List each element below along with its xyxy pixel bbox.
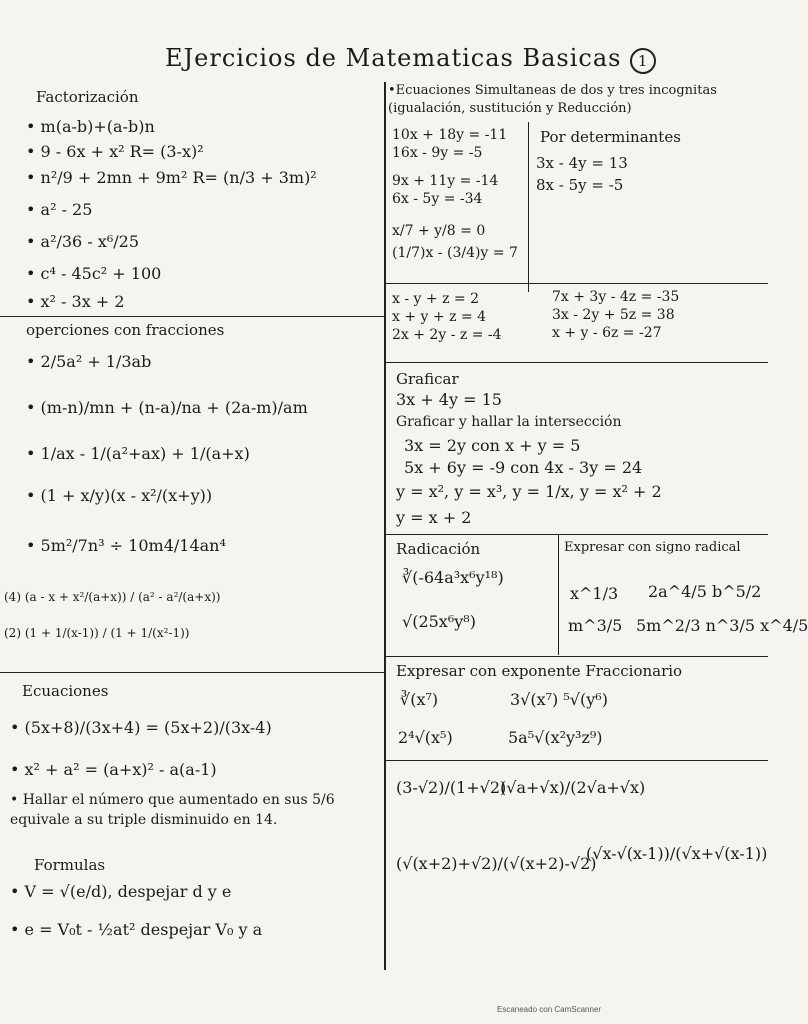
divider-fracciones [0, 316, 384, 317]
determinantes-system: 3x - 4y = 13 8x - 5y = -5 [536, 154, 628, 194]
divider-tres-incognitas [386, 283, 768, 284]
graficar-item: Graficar y hallar la intersección [396, 414, 622, 430]
sistema-ecuaciones: 10x + 18y = -11 16x - 9y = -5 [392, 127, 508, 161]
formulas-item: • e = V₀t - ½at² despejar V₀ y a [10, 920, 263, 939]
expresar-signo-heading: Expresar con signo radical [564, 540, 741, 555]
graficar-item: 3x = 2y con x + y = 5 [404, 436, 581, 455]
fracciones-item: • (1 + x/y)(x - x²/(x+y)) [26, 486, 213, 505]
fracciones-item: • 2/5a² + 1/3ab [26, 352, 152, 371]
radicacion-divider [558, 535, 559, 655]
graficar-item: 5x + 6y = -9 con 4x - 3y = 24 [404, 458, 643, 477]
graficar-item: 3x + 4y = 15 [396, 390, 502, 409]
fracciones-item: (4) (a - x + x²/(a+x)) / (a² - a²/(a+x)) [4, 590, 221, 604]
exponente-item: 2⁴√(x⁵) [398, 728, 453, 747]
sistema-ecuaciones: 9x + 11y = -14 6x - 5y = -34 [392, 173, 499, 207]
factorizacion-item: • a² - 25 [26, 200, 93, 219]
factorizacion-item: • n²/9 + 2mn + 9m² R= (n/3 + 3m)² [26, 168, 317, 187]
factorizacion-item: • a²/36 - x⁶/25 [26, 232, 139, 251]
sistema-tres-incognitas: 7x + 3y - 4z = -35 3x - 2y + 5z = 38 x + y - 6z = -27 [552, 289, 680, 341]
center-divider [384, 82, 386, 970]
ecuaciones-item: • x² + a² = (a+x)² - a(a-1) [10, 760, 217, 779]
factorizacion-item: • x² - 3x + 2 [26, 292, 125, 311]
fracciones-item: • 5m²/7n³ ÷ 10m4/14an⁴ [26, 536, 226, 555]
fracciones-heading: operciones con fracciones [26, 321, 225, 339]
exponente-item: 3√(x⁷) ⁵√(y⁶) [510, 690, 608, 709]
fracciones-item: • (m-n)/mn + (n-a)/na + (2a-m)/am [26, 398, 308, 417]
expresar-signo-item: m^3/5 [568, 616, 623, 635]
exponente-item: ∛(x⁷) [400, 690, 439, 709]
racionalizar-item: (3-√2)/(1+√2) [396, 778, 507, 797]
title-text: EJercicios de Matematicas Basicas [165, 44, 622, 72]
radicacion-item: √(25x⁶y⁸) [402, 612, 476, 631]
racionalizar-item: (√(x+2)+√2)/(√(x+2)-√2) [396, 854, 597, 873]
divider-ecuaciones [0, 672, 384, 673]
radicacion-heading: Radicación [396, 540, 481, 558]
sistema-ecuaciones: x/7 + y/8 = 0 (1/7)x - (3/4)y = 7 [392, 223, 518, 261]
radicacion-item: ∛(-64a³x⁶y¹⁸) [402, 568, 504, 587]
formulas-heading: Formulas [34, 856, 106, 874]
exponente-item: 5a⁵√(x²y³z⁹) [508, 728, 603, 747]
ecuaciones-heading: Ecuaciones [22, 682, 109, 700]
graficar-item: y = x + 2 [396, 508, 472, 527]
ecuaciones-item: • Hallar el número que aumentado en sus 5/6 equivale a su triple disminuido en 14. [10, 792, 335, 828]
formulas-item: • V = √(e/d), despejar d y e [10, 882, 232, 901]
fracciones-item: (2) (1 + 1/(x-1)) / (1 + 1/(x²-1)) [4, 626, 190, 640]
divider-racionalizar [386, 760, 768, 761]
factorizacion-item: • m(a-b)+(a-b)n [26, 117, 155, 136]
simultaneas-heading: •Ecuaciones Simultaneas de dos y tres incognitas (igualación, sustitución y Reducción) [388, 83, 717, 116]
fracciones-item: • 1/ax - 1/(a²+ax) + 1/(a+x) [26, 444, 250, 463]
title-number: 1 [630, 48, 656, 74]
divider-graficar [386, 362, 768, 363]
expresar-signo-item: 5m^2/3 n^3/5 x^4/5 [636, 616, 808, 635]
graficar-heading: Graficar [396, 370, 459, 388]
racionalizar-item: (√a+√x)/(2√a+√x) [500, 778, 646, 797]
factorizacion-heading: Factorización [36, 88, 139, 106]
exponente-heading: Expresar con exponente Fraccionario [396, 662, 683, 680]
expresar-signo-item: 2a^4/5 b^5/2 [648, 582, 762, 601]
ecuaciones-item: • (5x+8)/(3x+4) = (5x+2)/(3x-4) [10, 718, 272, 737]
factorizacion-item: • 9 - 6x + x² R= (3-x)² [26, 142, 204, 161]
sistema-tres-incognitas: x - y + z = 2 x + y + z = 4 2x + 2y - z = -4 [392, 291, 502, 343]
page-title [165, 44, 656, 74]
divider-radicacion [386, 534, 768, 535]
graficar-item: y = x², y = x³, y = 1/x, y = x² + 2 [396, 482, 662, 501]
racionalizar-item: (√x-√(x-1))/(√x+√(x-1)) [586, 844, 768, 863]
determinantes-divider [528, 122, 529, 292]
expresar-signo-item: x^1/3 [570, 584, 619, 603]
determinantes-label: Por determinantes [540, 128, 681, 146]
divider-exponente [386, 656, 768, 657]
factorizacion-item: • c⁴ - 45c² + 100 [26, 264, 162, 283]
scanner-footer: Escaneado con CamScanner [497, 1005, 602, 1014]
